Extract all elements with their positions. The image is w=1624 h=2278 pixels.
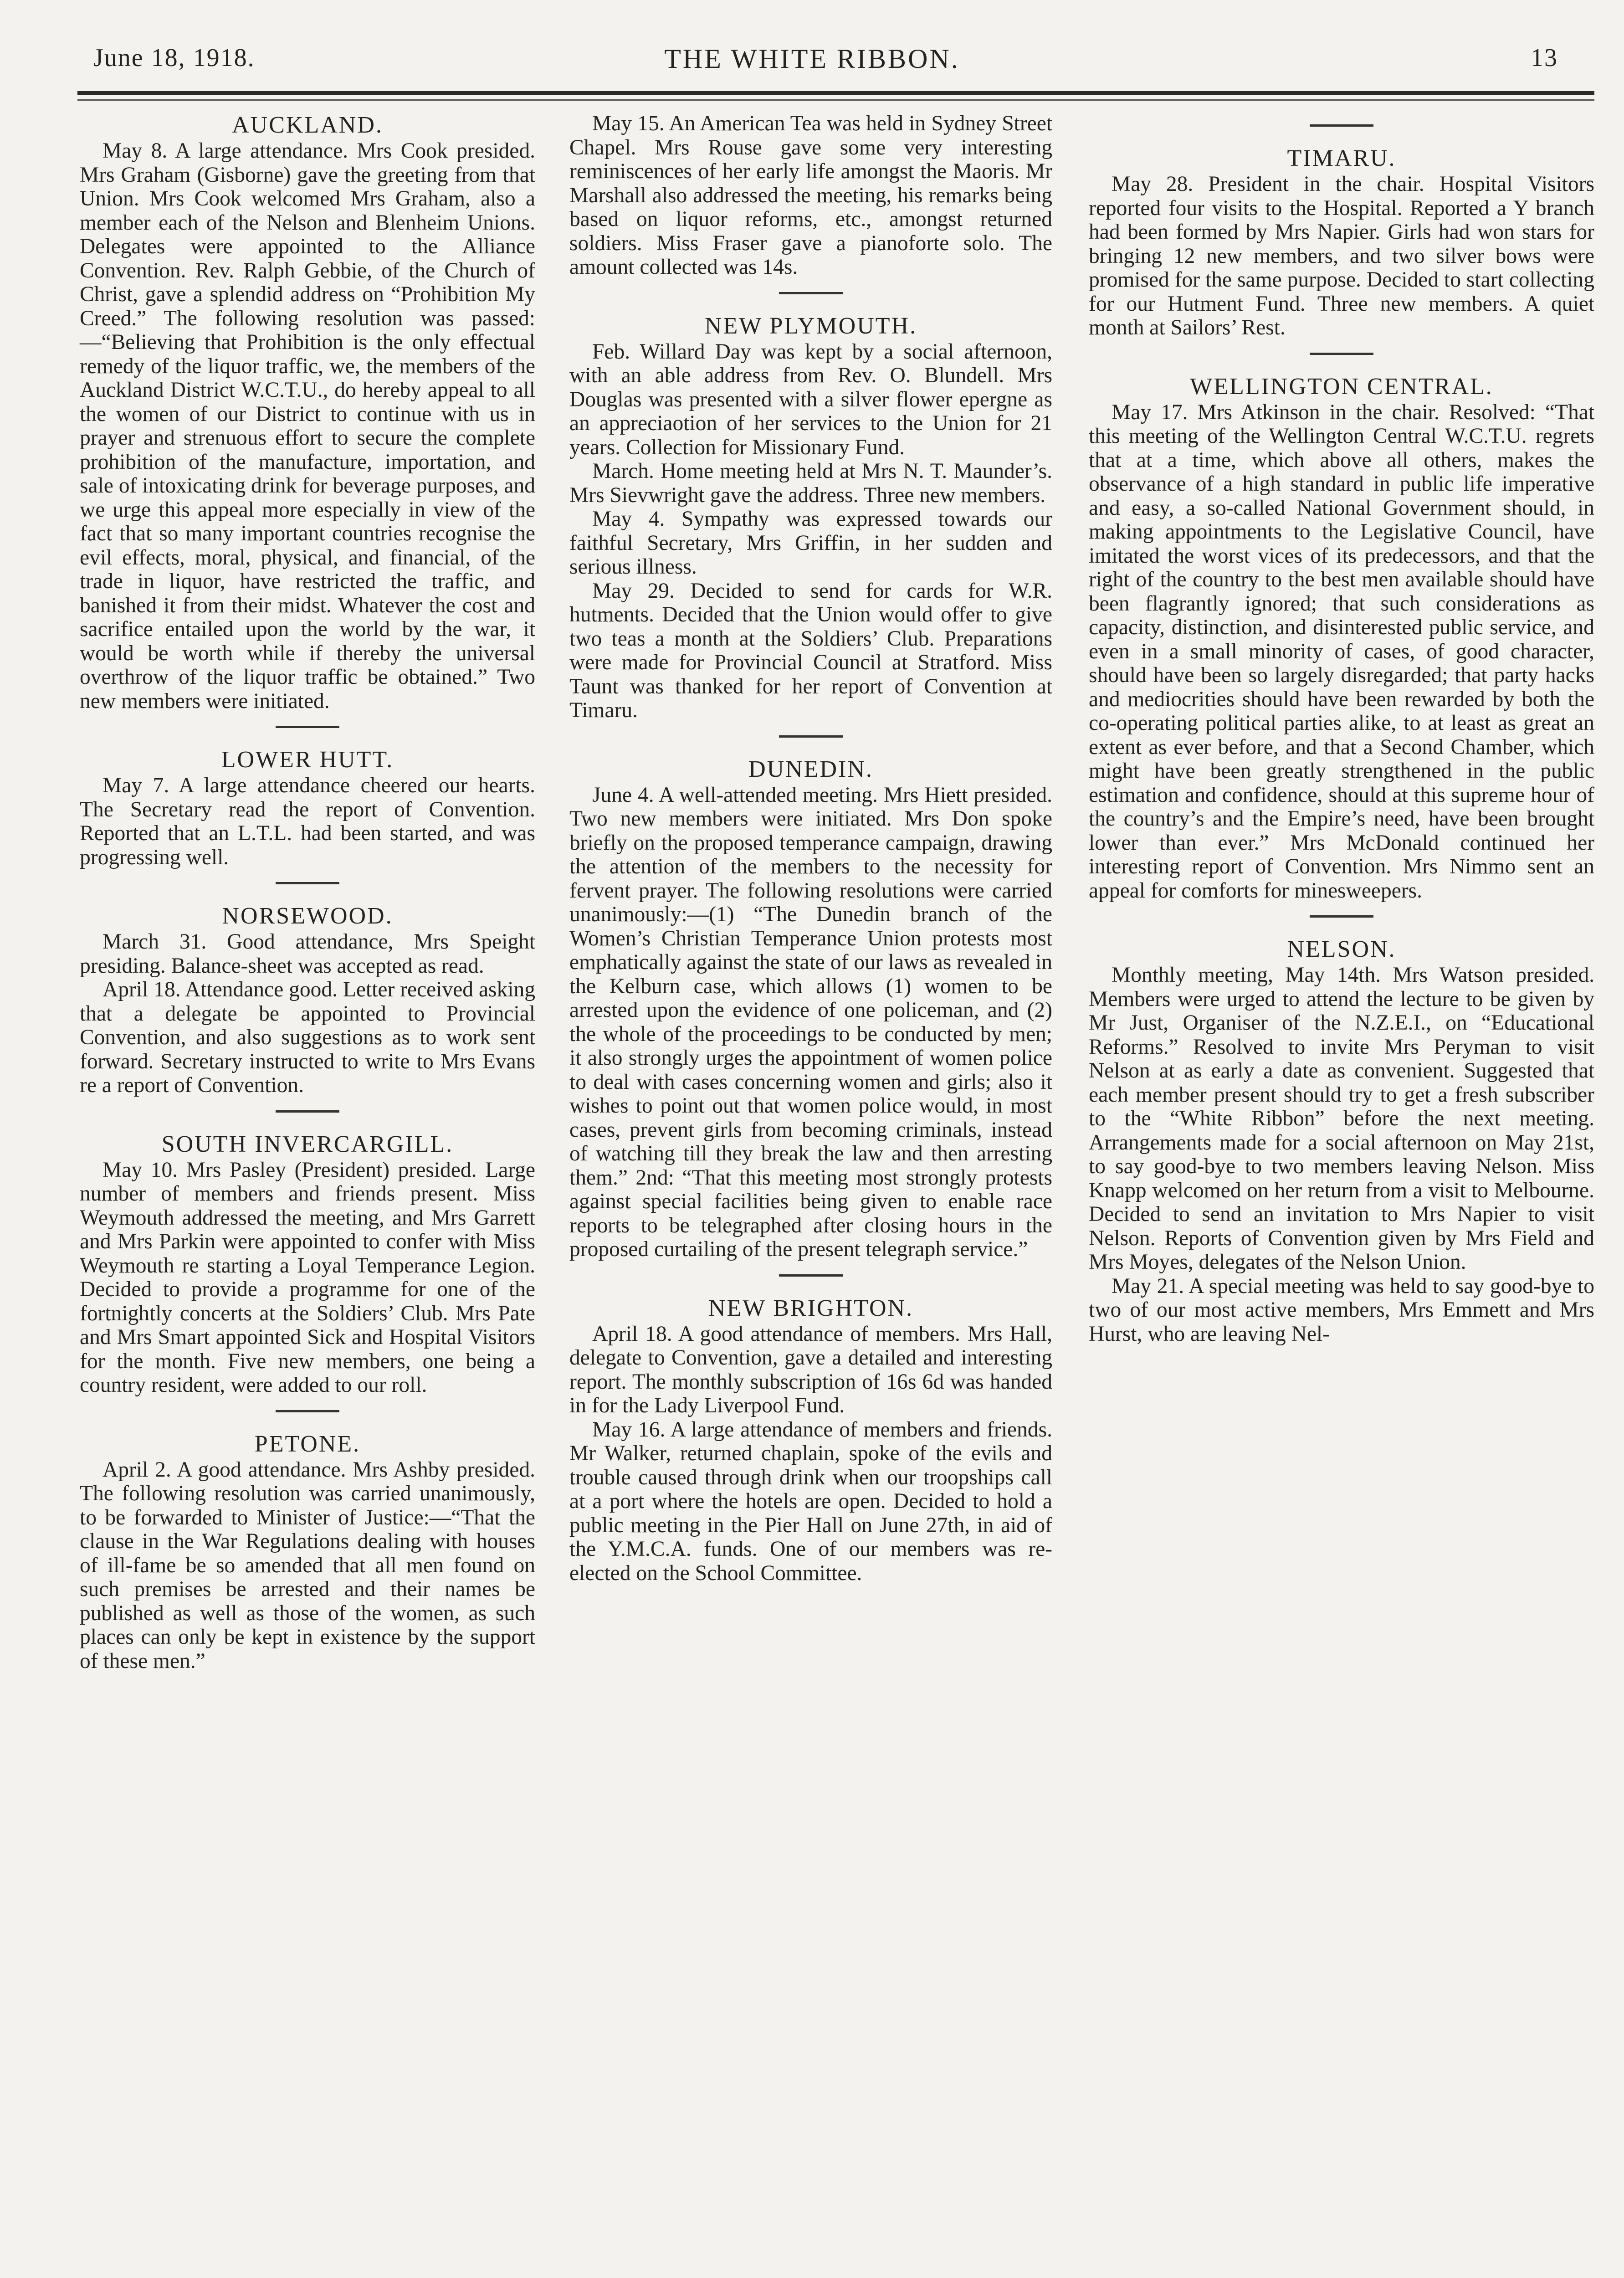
section-title: NELSON. <box>1287 936 1396 962</box>
section-new-plymouth <box>569 313 1052 723</box>
section-title: TIMARU. <box>1287 145 1396 171</box>
column-2 <box>569 112 1052 1585</box>
section-divider <box>276 1110 339 1113</box>
section-divider <box>276 1410 339 1412</box>
section-paragraph: May 21. A special meeting was held to say good-bye to two of our most active members, Mrs Emmett and Mrs Hurst, who are leaving Nel- <box>1089 1274 1594 1346</box>
section-nelson <box>1089 936 1594 1346</box>
header-date: June 18, 1918. <box>93 44 255 72</box>
section-title: NORSEWOOD. <box>222 903 393 929</box>
header-title: THE WHITE RIBBON. <box>664 44 960 74</box>
section-lower-hutt <box>80 746 535 869</box>
section-petone <box>80 1431 535 1673</box>
section-norsewood <box>80 903 535 1098</box>
section-paragraph: May 16. A large attendance of members and friends. Mr Walker, returned chaplain, spoke of the evils and trouble caused through drink when our troopships call at a port where the hotels are open. Decided to hold a public meeting in the Pier Hall on June 27th, in aid of the Y.M.C.A. funds. One of our members was re-elected on the School Committee. <box>569 1417 1052 1585</box>
section-divider <box>1310 915 1373 918</box>
section-title: PETONE. <box>254 1431 361 1457</box>
section-paragraph: May 17. Mrs Atkinson in the chair. Resolved: “That this meeting of the Wellington Central W.C.T.U. regrets that at a time, which above all others, makes the observance of a high standard in public life imperative and easy, a so-called National Government should, in making appointments to the Legislative Council, have imitated the worst vices of its predecessors, and that the right of the country to the best men available should have been flagrantly ignored; that such considerations as capacity, distinction, and disinterested public service, and even in a small minority of cases, of good character, should have been so largely disregarded; that party hacks and mediocrities should have been rewarded by both the co-operating political parties alike, to at least as great an extent as ever before, and that a Second Chamber, which might have been greatly strengthened in the public estimation and confidence, should at this supreme hour of the country’s and the Empire’s need, have been brought lower than ever.” Mrs McDonald continued her interesting report of Convention. Mrs Nimmo sent an appeal for comforts for minesweepers. <box>1089 400 1594 903</box>
section-petone-continued <box>569 112 1052 279</box>
section-south-invercargill <box>80 1131 535 1397</box>
section-new-brighton <box>569 1295 1052 1585</box>
section-divider <box>779 1274 843 1277</box>
section-paragraph: May 28. President in the chair. Hospital Visitors reported four visits to the Hospital. Reported a Y branch had been formed by Mrs Napier. Girls had won stars for bringing 12 new members, and two silver bows were promised for the same purpose. Decided to start collecting for our Hutment Fund. Three new members. A quiet month at Sailors’ Rest. <box>1089 172 1594 339</box>
header-rule-thick <box>77 91 1594 95</box>
section-divider <box>276 726 339 728</box>
section-paragraph: March 31. Good attendance, Mrs Speight presiding. Balance-sheet was accepted as read. <box>80 930 535 978</box>
section-paragraph: Feb. Willard Day was kept by a social afternoon, with an able address from Rev. O. Blundell. Mrs Douglas was presented with a silver flower epergne as an appreciaotion of her services to the Union for 21 years. Collection for Missionary Fund. <box>569 339 1052 459</box>
section-title: SOUTH INVERCARGILL. <box>161 1131 454 1157</box>
section-paragraph: May 7. A large attendance cheered our hearts. The Secretary read the report of Convention. Reported that an L.T.L. had been started, and was progressing well. <box>80 774 535 869</box>
section-paragraph: May 8. A large attendance. Mrs Cook presided. Mrs Graham (Gisborne) gave the greeting from that Union. Mrs Cook welcomed Mrs Graham, also a member each of the Nelson and Blenheim Unions. Delegates were appointed to the Alliance Convention. Rev. Ralph Gebbie, of the Church of Christ, gave a splendid address on “Prohibition My Creed.” The following resolution was passed:—“Believing that Prohibition is the only effectual remedy of the liquor traffic, we, the members of the Auckland District W.C.T.U., do hereby appeal to all the women of our District to continue with us in prayer and strenuous effort to secure the complete prohibition of the manufacture, importation, and sale of intoxicating drink for beverage purposes, and we urge this appeal more especially in view of the fact that so many important countries recognise the evil effects, moral, physical, and financial, of the trade in liquor, have restricted the traffic, and banished it from their midst. Whatever the cost and sacrifice entailed upon the world by the war, it would be worth while if thereby the universal overthrow of the liquor traffic be obtained.” Two new members were initiated. <box>80 139 535 713</box>
section-divider <box>779 735 843 738</box>
section-divider <box>779 292 843 294</box>
section-title: DUNEDIN. <box>748 756 873 782</box>
section-auckland <box>80 112 535 713</box>
section-title: AUCKLAND. <box>232 112 383 138</box>
section-paragraph: Monthly meeting, May 14th. Mrs Watson presided. Members were urged to attend the lecture to be given by Mr Just, Organiser of the N.Z.E.I., on “Educational Reforms.” Resolved to invite Mrs Peryman to visit Nelson at as early a date as convenient. Suggested that each member present should try to get a fresh subscriber to the “White Ribbon” before the next meeting. Arrangements made for a social afternoon on May 21st, to say good-bye to two members leaving Nelson. Miss Knapp welcomed on her return from a visit to Melbourne. Decided to send an invitation to Mrs Napier to visit Nelson. Reports of Convention given by Mrs Field and Mrs Moyes, delegates of the Nelson Union. <box>1089 963 1594 1274</box>
section-title: NEW BRIGHTON. <box>708 1295 914 1321</box>
section-paragraph: May 15. An American Tea was held in Sydney Street Chapel. Mrs Rouse gave some very interesting reminiscences of her early life amongst the Maoris. Mr Marshall also addressed the meeting, his remarks being based on liquor reforms, etc., amongst returned soldiers. Miss Fraser gave a pianoforte solo. The amount collected was 14s. <box>569 112 1052 279</box>
section-title: LOWER HUTT. <box>221 747 394 773</box>
section-paragraph: May 29. Decided to send for cards for W.R. hutments. Decided that the Union would offer to give two teas a month at the Soldiers’ Club. Preparations were made for Provincial Council at Stratford. Miss Taunt was thanked for her report of Convention at Timaru. <box>569 579 1052 722</box>
page-number: 13 <box>1531 44 1558 72</box>
column-3 <box>1089 112 1594 1346</box>
section-paragraph: June 4. A well-attended meeting. Mrs Hiett presided. Two new members were initiated. Mrs Don spoke briefly on the proposed temperance campaign, drawing the attention of the members to the necessity for fervent prayer. The following resolutions were carried unanimously:—(1) “The Dunedin branch of the Women’s Christian Temperance Union protests most emphatically against the state of our laws as revealed in the Kelburn case, which allows (1) women to be arrested upon the evidence of one policeman, and (2) the whole of the proceedings to be conducted by men; it also strongly urges the appointment of women police to deal with cases concerning women and girls; also it wishes to point out that women police would, in most cases, prevent girls from becoming criminals, instead of watching till they break the law and then arresting them.” 2nd: “That this meeting most strongly protests against special facilities being given to enable race reports to be telegraphed after closing hours in the proposed curtailing of the present telegraph service.” <box>569 783 1052 1261</box>
header-rule-thin <box>77 99 1594 101</box>
column-1 <box>80 112 535 1673</box>
section-timaru <box>1089 145 1594 340</box>
section-paragraph: May 4. Sympathy was expressed towards our faithful Secretary, Mrs Griffin, in her sudden and serious illness. <box>569 507 1052 579</box>
section-paragraph: April 18. Attendance good. Letter received asking that a delegate be appointed to Provincial Convention, and also suggestions as to work sent forward. Secretary instructed to write to Mrs Evans re a report of Convention. <box>80 978 535 1097</box>
section-divider <box>1310 124 1373 127</box>
section-title: NEW PLYMOUTH. <box>704 313 917 339</box>
section-paragraph: April 18. A good attendance of members. Mrs Hall, delegate to Convention, gave a detailed and interesting report. The monthly subscription of 16s 6d was handed in for the Lady Liverpool Fund. <box>569 1322 1052 1417</box>
section-wellington-central <box>1089 373 1594 903</box>
section-divider <box>276 882 339 884</box>
section-paragraph: March. Home meeting held at Mrs N. T. Maunder’s. Mrs Sievwright gave the address. Three new members. <box>569 459 1052 507</box>
section-paragraph: May 10. Mrs Pasley (President) presided. Large number of members and friends present. Miss Weymouth addressed the meeting, and Mrs Garrett and Mrs Parkin were appointed to confer with Miss Weymouth re starting a Loyal Temperance Legion. Decided to provide a programme for one of the fortnightly concerts at the Soldiers’ Club. Mrs Pate and Mrs Smart appointed Sick and Hospital Visitors for the month. Five new members, one being a country resident, were added to our roll. <box>80 1158 535 1397</box>
section-divider <box>1310 353 1373 355</box>
section-title: WELLINGTON CENTRAL. <box>1190 373 1493 400</box>
section-paragraph: April 2. A good attendance. Mrs Ashby presided. The following resolution was carried unanimously, to be forwarded to Minister of Justice:—“That the clause in the War Regulations dealing with houses of ill-fame be so amended that all men found on such premises be arrested and their names be published as well as those of the women, as such places can only be kept in existence by the support of these men.” <box>80 1457 535 1673</box>
section-dunedin <box>569 756 1052 1262</box>
